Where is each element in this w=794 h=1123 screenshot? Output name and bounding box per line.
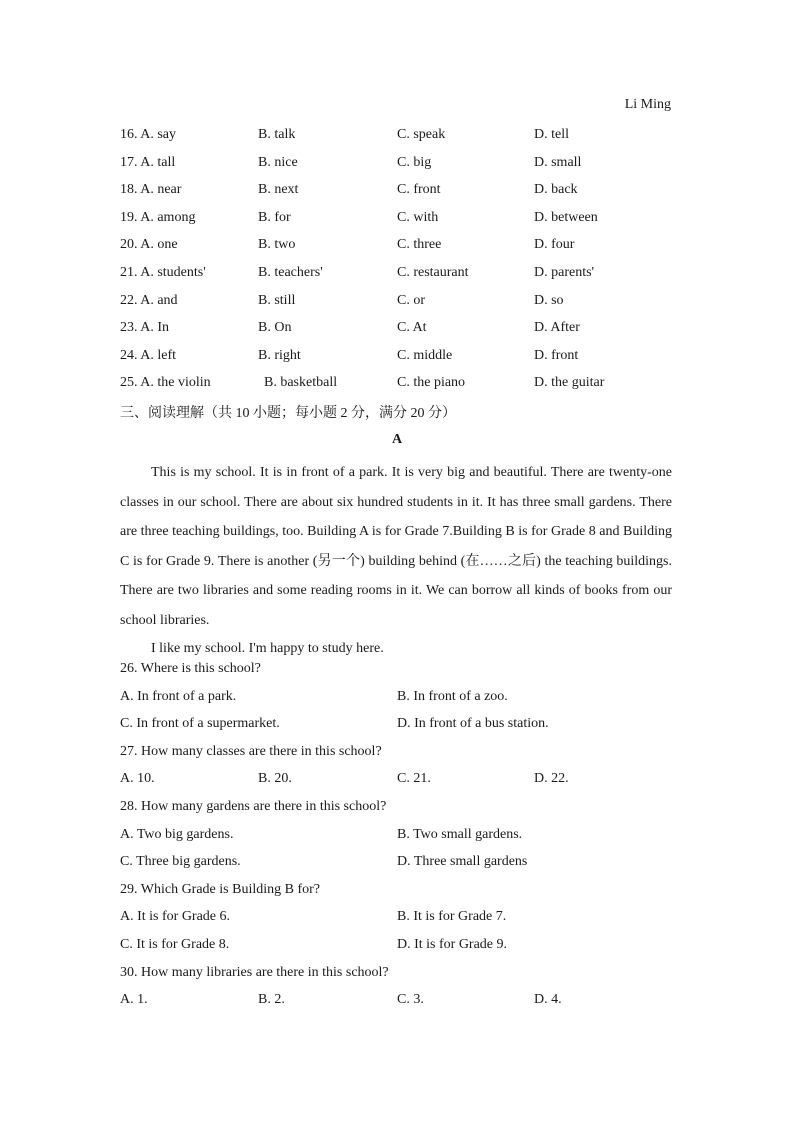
option-a: A. 10.: [120, 771, 155, 787]
option-a: 19. A. among: [120, 209, 196, 225]
question-list: [120, 659, 672, 1018]
option-c: C. 3.: [397, 992, 424, 1008]
option-b: B. basketball: [264, 375, 338, 391]
option-c: C. It is for Grade 8.: [120, 936, 230, 952]
question-options: [120, 990, 672, 1018]
option-b: B. still: [258, 292, 296, 308]
option-a: 22. A. and: [120, 292, 178, 308]
option-d: D. front: [534, 347, 579, 363]
option-d: D. 4.: [534, 992, 562, 1008]
question-options: [120, 852, 672, 880]
option-c: C. At: [397, 320, 427, 336]
section-heading: 三、阅读理解（共 10 小题；每小题 2 分，满分 20 分）: [120, 406, 456, 421]
option-b: B. 2.: [258, 992, 285, 1008]
reading-passage: [120, 458, 672, 662]
question-options: [120, 714, 672, 742]
question-stem: 30. How many libraries are there in this school?: [120, 964, 389, 980]
question-stem: 29. Which Grade is Building B for?: [120, 881, 320, 897]
letter-signature: Li Ming: [624, 97, 671, 112]
option-a: 20. A. one: [120, 237, 178, 253]
question-options: [120, 825, 672, 853]
option-c: C. 21.: [397, 771, 431, 787]
option-c: C. speak: [397, 127, 446, 142]
option-b: B. In front of a zoo.: [397, 688, 508, 704]
question-options: [120, 687, 672, 715]
question-stem: 28. How many gardens are there in this school?: [120, 798, 387, 814]
option-a: A. It is for Grade 6.: [120, 909, 231, 925]
option-b: B. talk: [258, 127, 296, 142]
question-options: [120, 907, 672, 935]
option-d: D. the guitar: [534, 375, 605, 391]
option-d: D. four: [534, 237, 575, 253]
cloze-row: [120, 235, 672, 263]
option-b: B. nice: [258, 154, 298, 170]
passage-title: A: [391, 432, 403, 447]
option-d: D. After: [534, 320, 580, 336]
option-d: D. so: [534, 292, 564, 308]
option-c: C. middle: [397, 347, 453, 363]
option-a: A. 1.: [120, 992, 148, 1008]
cloze-row: [120, 291, 672, 319]
option-d: D. small: [534, 154, 582, 170]
option-d: D. parents': [534, 264, 595, 280]
option-b: B. 20.: [258, 771, 292, 787]
option-a: 16. A. say: [120, 127, 177, 142]
option-d: D. tell: [534, 127, 569, 142]
option-b: B. next: [258, 182, 299, 198]
cloze-row: [120, 153, 672, 181]
cloze-row: [120, 125, 672, 153]
question-stem: 26. Where is this school?: [120, 661, 261, 676]
option-a: A. In front of a park.: [120, 688, 237, 704]
option-a: 17. A. tall: [120, 154, 176, 170]
option-b: B. for: [258, 209, 291, 225]
option-b: B. It is for Grade 7.: [397, 909, 507, 925]
option-a: 21. A. students': [120, 264, 206, 280]
passage-paragraph: I like my school. I'm happy to study here.: [151, 641, 384, 656]
option-c: C. or: [397, 292, 425, 308]
question-stem: 27. How many classes are there in this school?: [120, 743, 382, 759]
option-c: C. restaurant: [397, 264, 469, 280]
cloze-options: [120, 125, 672, 401]
option-c: C. three: [397, 237, 442, 253]
option-b: B. teachers': [258, 264, 323, 280]
question-options: [120, 935, 672, 963]
option-d: D. 22.: [534, 771, 569, 787]
question-options: [120, 769, 672, 797]
option-c: C. with: [397, 209, 439, 225]
option-c: C. Three big gardens.: [120, 854, 241, 870]
option-b: B. right: [258, 347, 301, 363]
cloze-row: [120, 346, 672, 374]
option-a: 24. A. left: [120, 347, 176, 363]
option-c: C. front: [397, 182, 441, 198]
option-a: A. Two big gardens.: [120, 826, 234, 842]
option-c: C. the piano: [397, 375, 466, 391]
option-d: D. It is for Grade 9.: [397, 936, 508, 952]
option-b: B. Two small gardens.: [397, 826, 523, 842]
option-d: D. between: [534, 209, 598, 225]
cloze-row: [120, 263, 672, 291]
option-a: 23. A. In: [120, 320, 170, 336]
option-d: D. back: [534, 182, 578, 198]
cloze-row: [120, 373, 672, 401]
option-d: D. In front of a bus station.: [397, 716, 549, 732]
passage-paragraph: This is my school. It is in front of a park. It is very big and beautiful. There are twenty-one classes in our school. There are about six hundred students in it. It has three small gardens. There are three teaching buildings, too. Building A is for Grade 7.Building B is for Grade 8 and Building C is for Grade 9. There is another (另一个) building behind (在……之后) the teaching buildings. There are two libraries and some reading rooms in it. We can borrow all kinds of books from our school libraries.: [120, 465, 672, 628]
option-c: C. big: [397, 154, 432, 170]
cloze-row: [120, 318, 672, 346]
option-a: 18. A. near: [120, 182, 182, 198]
option-c: C. In front of a supermarket.: [120, 716, 280, 732]
cloze-row: [120, 208, 672, 236]
option-d: D. Three small gardens: [397, 854, 528, 870]
option-b: B. On: [258, 320, 292, 336]
option-a: 25. A. the violin: [120, 375, 211, 391]
cloze-row: [120, 180, 672, 208]
option-b: B. two: [258, 237, 296, 253]
